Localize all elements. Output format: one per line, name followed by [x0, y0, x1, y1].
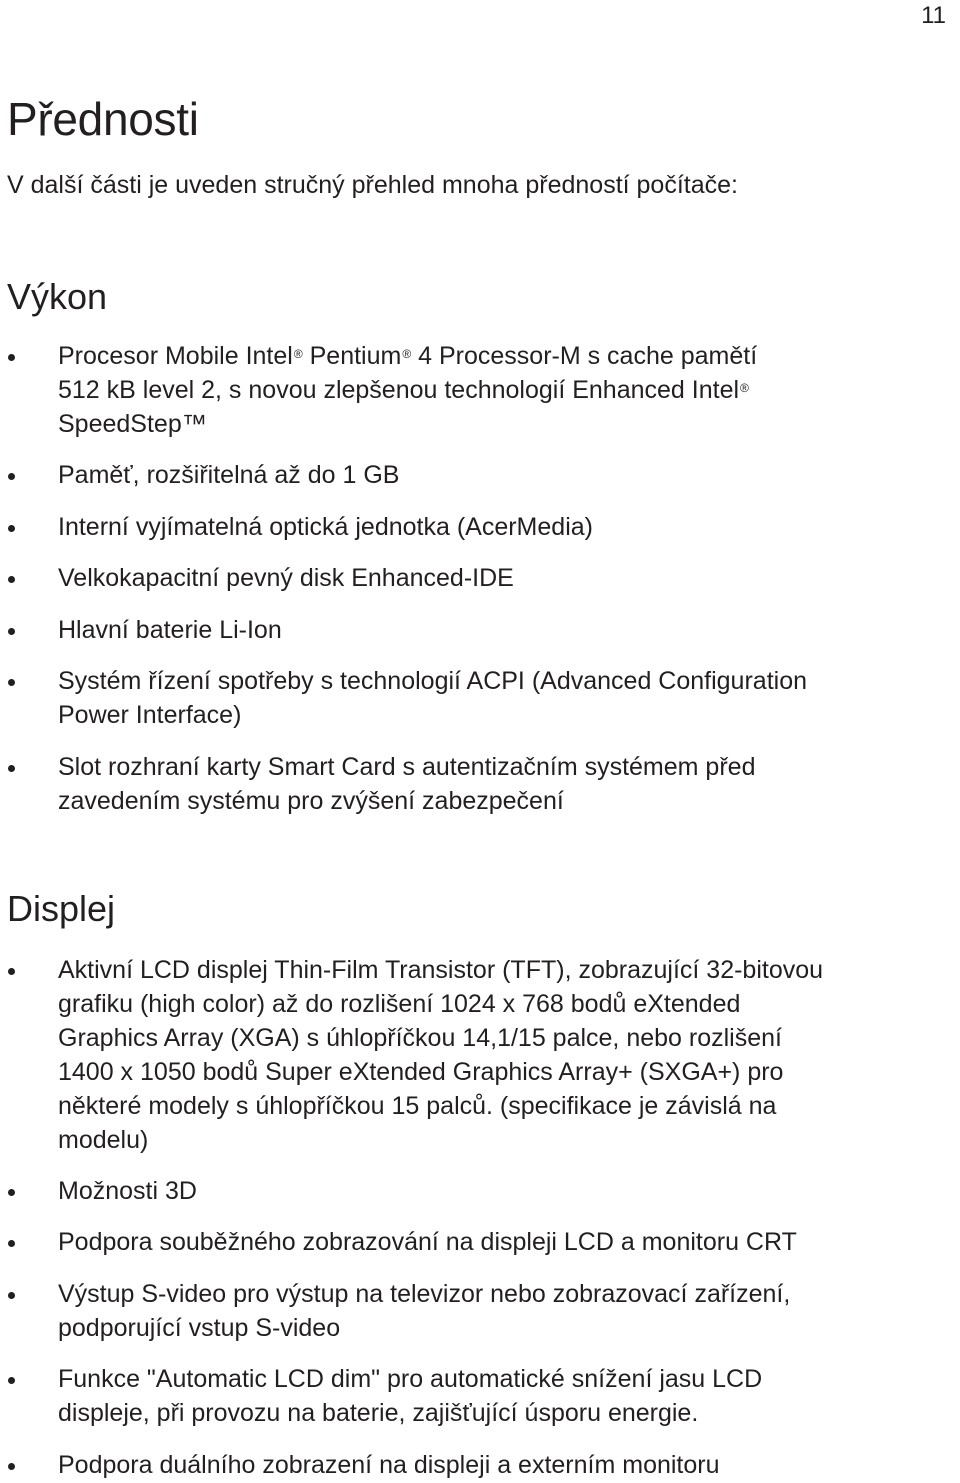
list-item-lcd — [58, 953, 958, 1157]
list-item-battery: Hlavní baterie Li-Ion — [58, 613, 958, 647]
acpi-line-1: Systém řízení spotřeby s technologií ACPI (Advanced Configuration — [58, 667, 807, 695]
lcd-line-5: některé modely s úhlopříčkou 15 palců. (specifikace je závislá na — [58, 1092, 777, 1120]
list-item-smartcard — [58, 750, 958, 818]
lcd-line-6: modelu) — [58, 1126, 149, 1154]
smartcard-line-1: Slot rozhraní karty Smart Card s autentizačním systémem před — [58, 753, 756, 781]
list-item-simultaneous-display: Podpora souběžného zobrazování na displeji LCD a monitoru CRT — [58, 1225, 958, 1259]
smartcard-line-2: zavedením systému pro zvýšení zabezpečení — [58, 787, 564, 815]
lcd-line-1: Aktivní LCD displej Thin-Film Transistor (TFT), zobrazující 32-bitovou — [58, 956, 824, 984]
lcd-line-4: 1400 x 1050 bodů Super eXtended Graphics Array+ (SXGA+) pro — [58, 1058, 784, 1086]
cpu-line-2: 512 kB level 2, s novou zlepšenou technologií Enhanced Intel® — [58, 376, 749, 404]
list-item-memory: Paměť, rozšiřitelná až do 1 GB — [58, 458, 958, 492]
list-item-svideo — [58, 1277, 958, 1345]
section-heading-performance: Výkon — [7, 276, 108, 317]
cpu-line-3: SpeedStep™ — [58, 410, 207, 438]
list-item-optical-drive: Interní vyjímatelná optická jednotka (AcerMedia) — [58, 510, 958, 544]
autodim-line-2: displeje, při provozu na baterie, zajišťující úsporu energie. — [58, 1399, 699, 1427]
page-number: 11 — [921, 2, 946, 29]
svideo-line-2: podporující vstup S-video — [58, 1314, 341, 1342]
section-heading-display: Displej — [7, 888, 116, 929]
registered-mark: ® — [740, 381, 749, 395]
intro-text: V další části je uveden stručný přehled mnoha předností počítače: — [7, 171, 738, 199]
autodim-line-1: Funkce "Automatic LCD dim" pro automatické snížení jasu LCD — [58, 1365, 763, 1393]
list-item-cpu — [58, 339, 958, 441]
list-item-auto-dim — [58, 1362, 958, 1430]
list-item-acpi — [58, 664, 958, 732]
registered-mark: ® — [293, 347, 303, 361]
list-item-3d: Možnosti 3D — [58, 1174, 958, 1208]
registered-mark: ® — [402, 347, 412, 361]
svideo-line-1: Výstup S-video pro výstup na televizor nebo zobrazovací zařízení, — [58, 1280, 791, 1308]
page-title: Přednosti — [7, 93, 199, 145]
list-item-dual-display: Podpora duálního zobrazení na displeji a externím monitoru — [58, 1448, 958, 1482]
cpu-line-1: Procesor Mobile Intel® Pentium® 4 Processor-M s cache pamětí — [58, 342, 758, 370]
lcd-line-2: grafiku (high color) až do rozlišení 1024 x 768 bodů eXtended — [58, 990, 741, 1018]
lcd-line-3: Graphics Array (XGA) s úhlopříčkou 14,1/15 palce, nebo rozlišení — [58, 1024, 782, 1052]
list-item-hdd: Velkokapacitní pevný disk Enhanced-IDE — [58, 561, 958, 595]
acpi-line-2: Power Interface) — [58, 701, 242, 729]
